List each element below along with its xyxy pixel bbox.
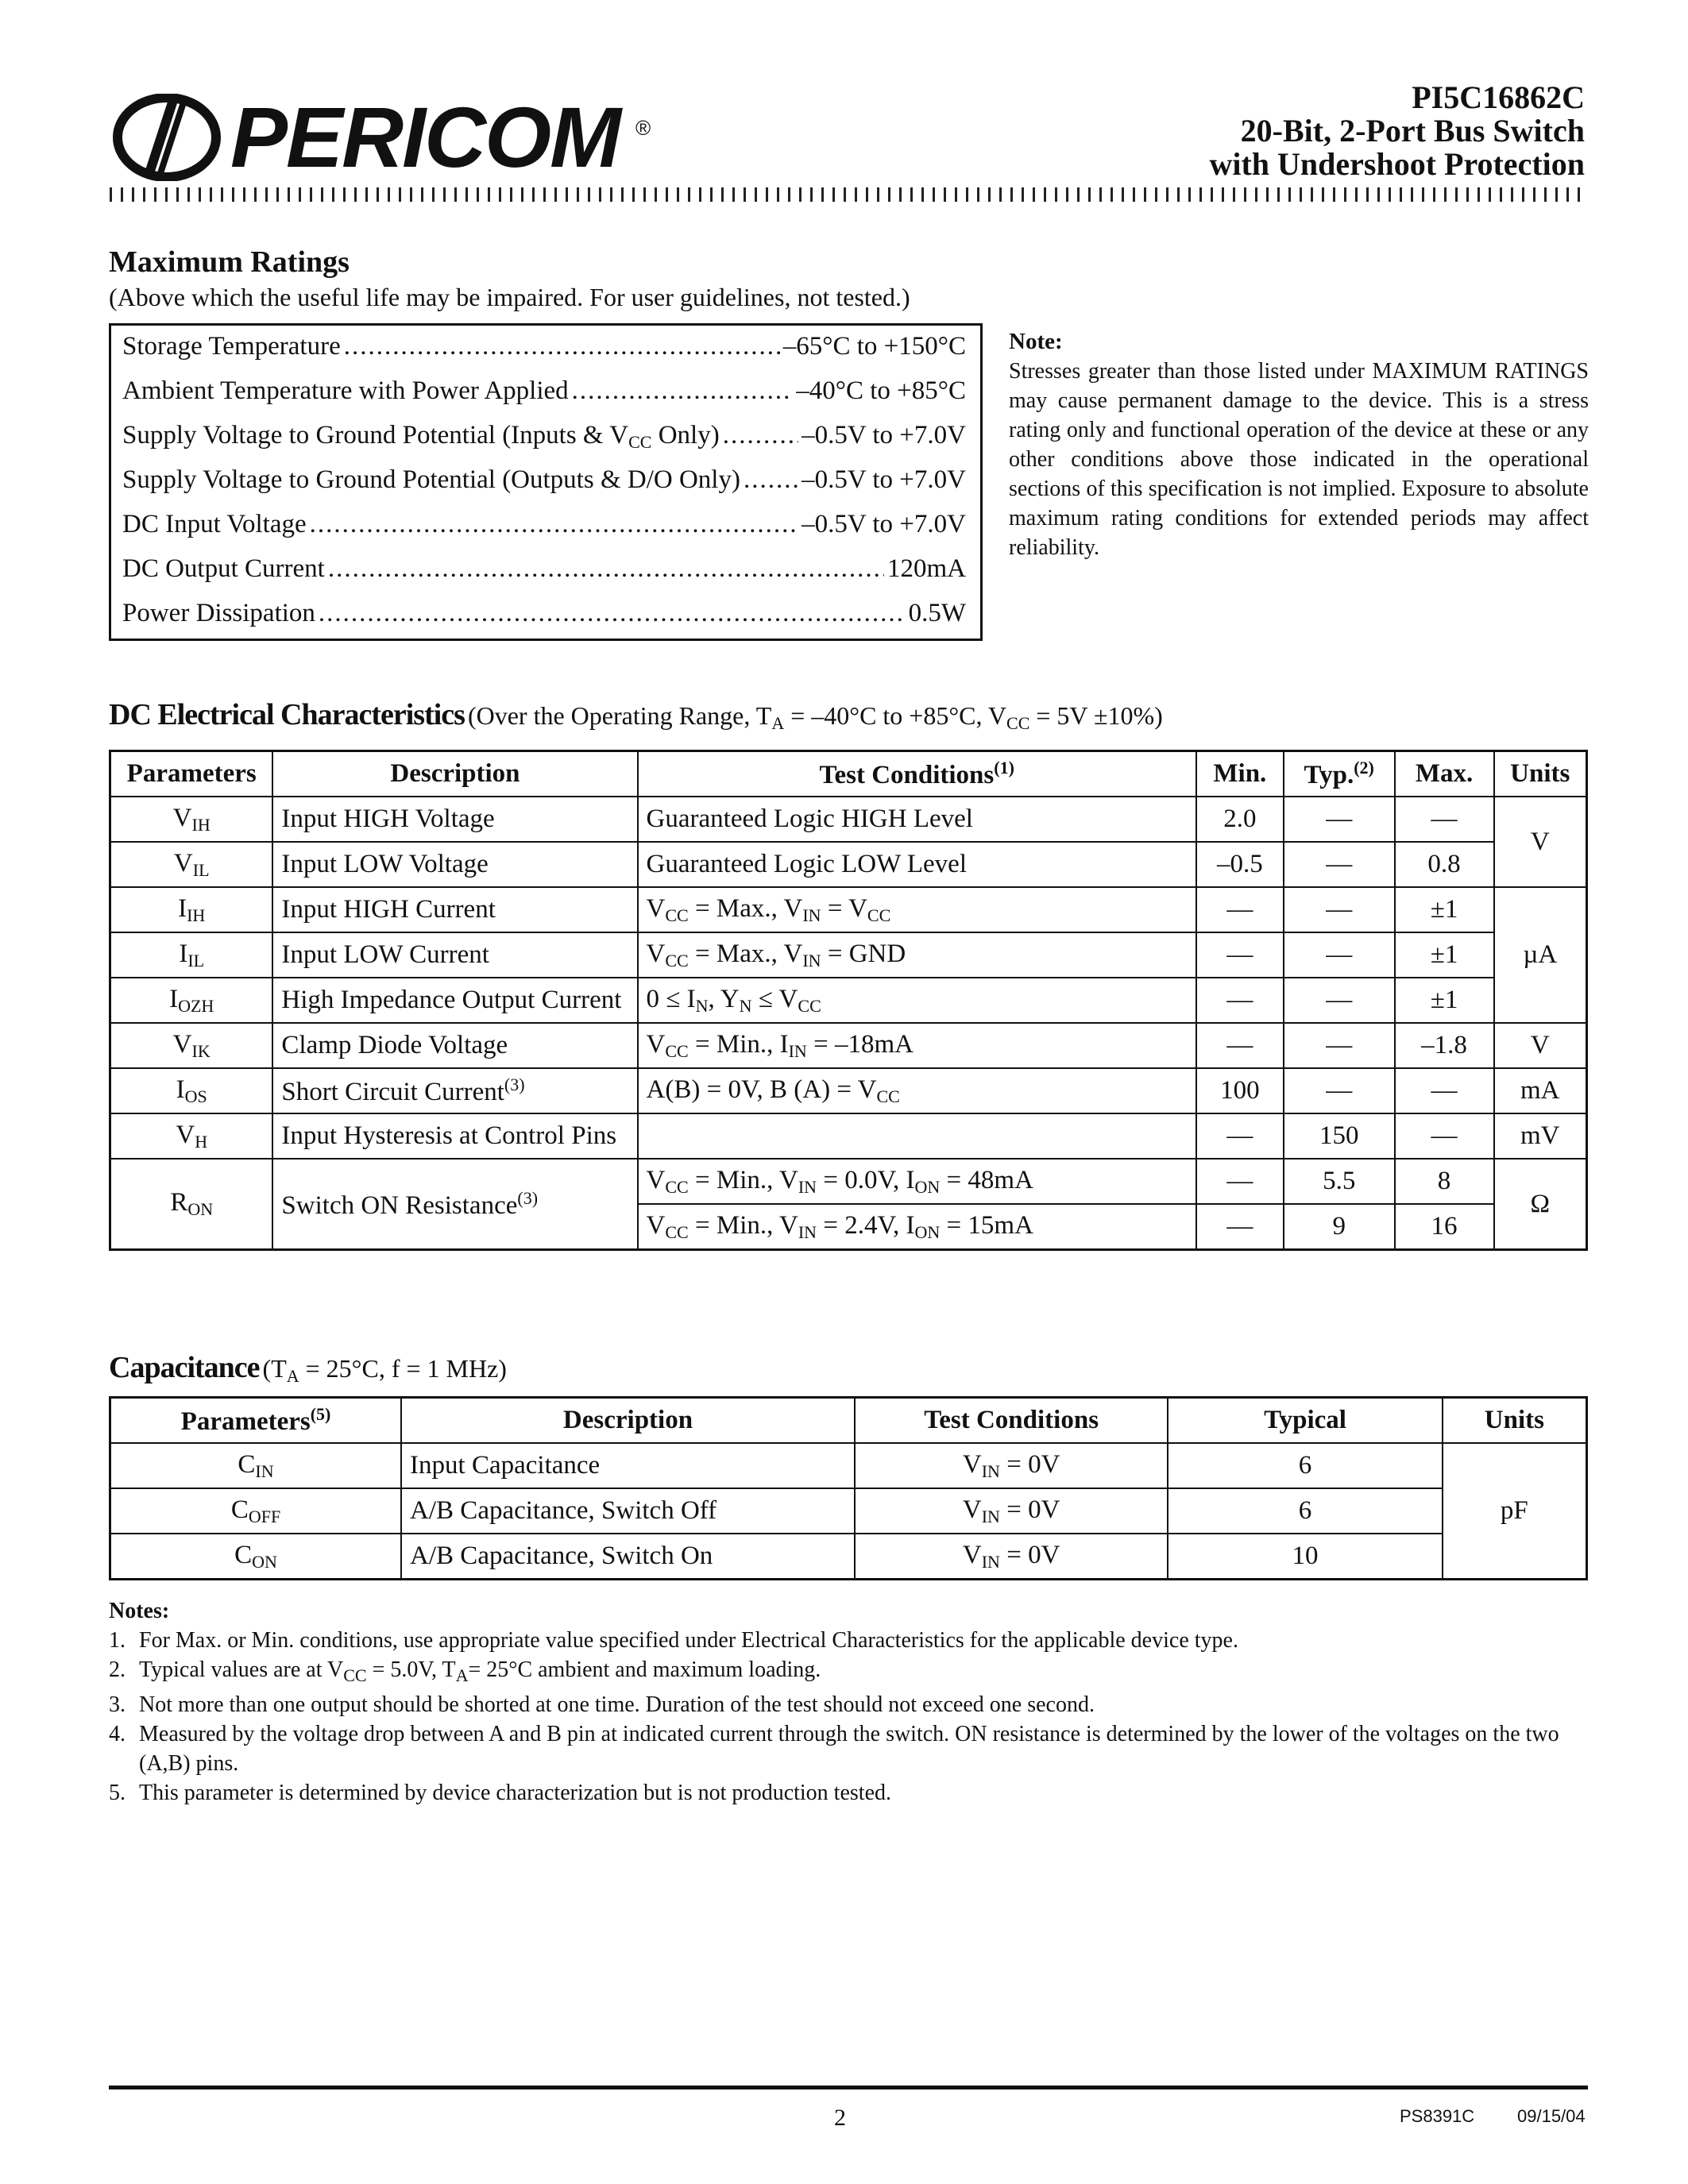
col-parameters: Parameters$^{(5)}$	[110, 1398, 402, 1444]
col-description: Description	[272, 751, 637, 797]
table-row: $I_{OZH}$ High Impedance Output Current $0 \le I_N$, $Y_N \le V_{CC}$ — — ±1	[110, 978, 1587, 1023]
col-units: Units	[1443, 1398, 1587, 1444]
pericom-logo	[111, 89, 667, 185]
col-parameters: Parameters	[110, 751, 273, 797]
max-ratings-title: Maximum Ratings	[109, 245, 350, 279]
table-row: $R_{ON}$ Switch ON Resistance$^{(3)}$ $V_{CC}$ = Min., $V_{IN} = 0.0V$, $I_{ON} = 48mA$ — 5.5 8 Ω	[110, 1159, 1587, 1204]
dc-characteristics-table	[109, 750, 1588, 1251]
table-row: $C_{IN}$ Input Capacitance $V_{IN} = 0V$ 6 pF	[110, 1443, 1587, 1488]
cap-title: Capacitance	[109, 1351, 260, 1384]
table-row: $I_{IH}$ Input HIGH Current $V_{CC}$ = Max., $V_{IN} = V_{CC}$ — — ±1 µA	[110, 887, 1587, 932]
dc-title: DC Electrical Characteristics	[109, 698, 465, 731]
table-row: $C_{OFF}$ A/B Capacitance, Switch Off $V_{IN} = 0V$ 6	[110, 1488, 1587, 1534]
col-test-conditions: Test Conditions	[855, 1398, 1168, 1444]
rating-row: Ambient Temperature with Power Applied ..... –40°C to +85°C	[122, 376, 966, 416]
notes-title: Notes:	[109, 1599, 170, 1623]
table-row: $I_{OS}$ Short Circuit Current$^{(3)}$ A(B) = 0V, B $(A) = V_{CC}$ 100 — — mA	[110, 1068, 1587, 1113]
document-date: 09/15/04	[1517, 2106, 1586, 2126]
table-header-row	[110, 751, 1587, 797]
max-ratings-box	[109, 323, 983, 641]
footer-rule	[109, 2086, 1588, 2089]
note-title: Note:	[1009, 329, 1063, 354]
rating-row: DC Input Voltage ..... –0.5V to +7.0V	[122, 510, 966, 550]
rating-row: Storage Temperature ..... –65°C to +150°C	[122, 332, 966, 372]
col-min: Min.	[1196, 751, 1284, 797]
dc-title-line	[109, 697, 1163, 734]
rating-row: Supply Voltage to Ground Potential (Outputs & D/O Only) ..... –0.5V to +7.0V	[122, 465, 966, 505]
rating-row: Power Dissipation ..... 0.5W	[122, 599, 966, 639]
table-row: $C_{ON}$ A/B Capacitance, Switch On $V_{IN} = 0V$ 10	[110, 1534, 1587, 1580]
page-number: 2	[834, 2105, 846, 2131]
table-row: $V_{IL}$ Input LOW Voltage Guaranteed Logic LOW Level –0.5 — 0.8	[110, 842, 1587, 887]
col-typ: Typ.$^{(2)}$	[1284, 751, 1395, 797]
subtitle-line2: with Undershoot Protection	[1209, 146, 1585, 182]
header-title-block	[1209, 81, 1585, 181]
col-units: Units	[1494, 751, 1587, 797]
note-item: 1. For Max. or Min. conditions, use appropriate value specified under Electrical Characteristics for the applicable device type.	[109, 1628, 1238, 1653]
table-row: $V_{IH}$ Input HIGH Voltage Guaranteed Logic HIGH Level 2.0 — — V	[110, 797, 1587, 842]
document-id: PS8391C	[1400, 2106, 1475, 2126]
cap-conditions: ($T_A = 25^\circ C$, f = 1 MHz)	[262, 1354, 507, 1386]
note-item: 5. This parameter is determined by device characterization but is not production tested.	[109, 1781, 891, 1805]
capacitance-table	[109, 1396, 1588, 1580]
col-max: Max.	[1395, 751, 1494, 797]
col-typical: Typical	[1168, 1398, 1442, 1444]
registered-mark: ®	[635, 116, 651, 140]
table-row: $V_{IK}$ Clamp Diode Voltage $V_{CC}$ = Min., $I_{IN} = -18mA$ — — –1.8 V	[110, 1023, 1587, 1068]
rating-row: DC Output Current ..... 120mA	[122, 554, 966, 594]
table-header-row	[110, 1398, 1587, 1444]
max-ratings-note	[1009, 327, 1589, 562]
note-item: 3. Not more than one output should be shorted at one time. Duration of the test should not exceed one second.	[109, 1692, 1095, 1717]
header-tick-rule	[110, 187, 1587, 202]
pericom-logo-icon	[111, 94, 222, 181]
notes-section	[109, 1596, 1594, 1808]
note-item: 4. Measured by the voltage drop between A and B pin at indicated current through the switch. ON resistance is determined by the lower of the voltages on the two (A,B) pins.	[109, 1722, 1559, 1776]
dc-conditions: (Over the Operating Range, $T_A = -40^\circ C$ to +85°C, $V_{CC} = 5V \pm 10\%$)	[467, 701, 1163, 733]
table-row: $V_H$ Input Hysteresis at Control Pins — 150 — mV	[110, 1113, 1587, 1159]
table-row: $V_{CC}$ = Min., $V_{IN} = 2.4V$, $I_{ON} = 15mA$ — 9 16	[110, 1204, 1587, 1250]
part-number: PI5C16862C	[1412, 79, 1585, 115]
col-test-conditions: Test Conditions$^{(1)}$	[638, 751, 1196, 797]
max-ratings-subtitle: (Above which the useful life may be impaired. For user guidelines, not tested.)	[109, 283, 910, 311]
rating-row: Supply Voltage to Ground Potential (Inputs & $V_{CC}$ Only) ..... –0.5V to +7.0V	[122, 421, 966, 461]
subtitle-line1: 20-Bit, 2-Port Bus Switch	[1240, 113, 1585, 149]
brand-name: PERICOM	[230, 89, 620, 185]
note-text: Stresses greater than those listed under MAXIMUM RATINGS may cause permanent damage to the device. This is a stress rating only and functional operation of the device at these or any other conditions above those indicated in the operational sections of this specification is not implied. Exposure to absolute maximum rating conditions for extended periods may affect reliability.	[1009, 359, 1589, 560]
col-description: Description	[401, 1398, 855, 1444]
note-item: 2. Typical values are at $V_{CC} = 5.0V$, $T_A= 25^\circ C$ ambient and maximum loading.	[109, 1657, 821, 1685]
table-row: $I_{IL}$ Input LOW Current $V_{CC}$ = Max., $V_{IN}$ = GND — — ±1	[110, 932, 1587, 978]
cap-title-line	[109, 1350, 507, 1387]
